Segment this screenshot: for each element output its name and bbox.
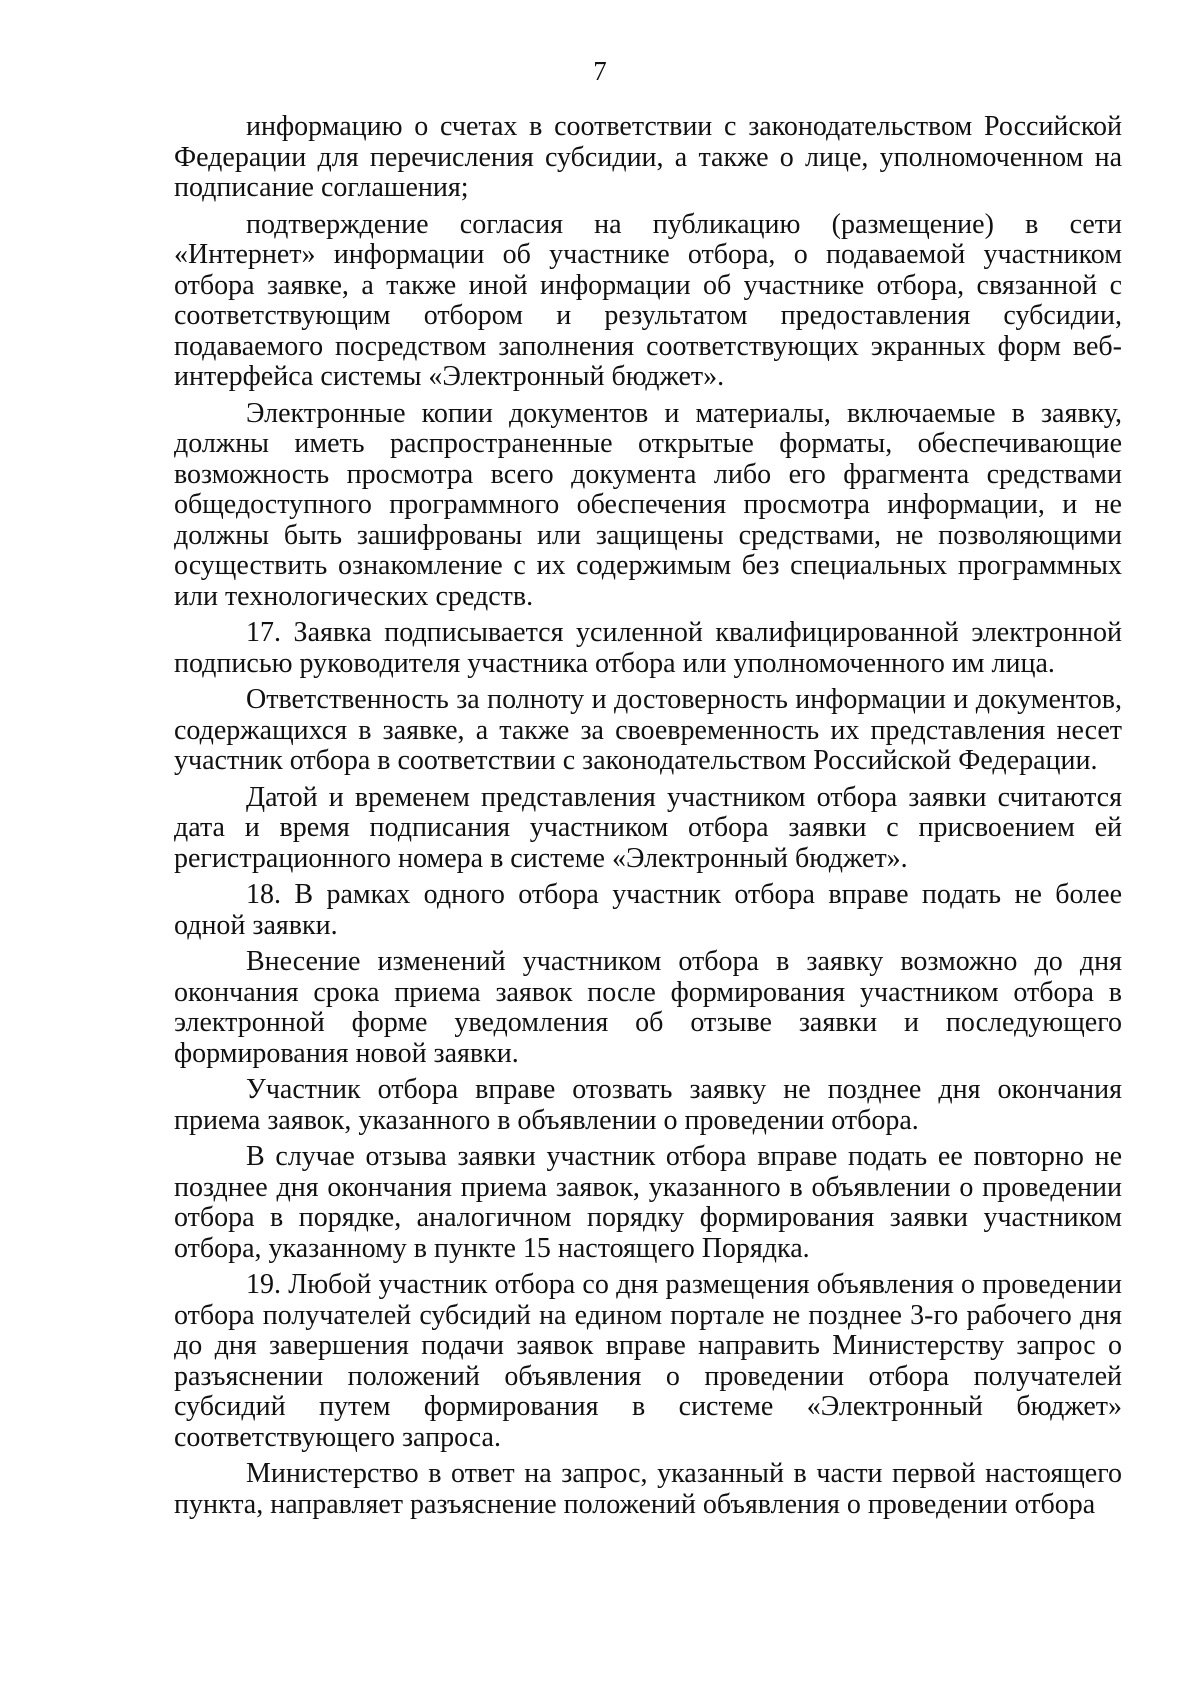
paragraph: Ответственность за полноту и достоверность информации и документов, содержащихся в заявке, а также за своевременность их представления несет участник отбора в соответствии с законодательством Российской Федерации.: [174, 684, 1122, 776]
page-number: 7: [593, 56, 607, 86]
paragraph: В случае отзыва заявки участник отбора вправе подать ее повторно не позднее дня окончания приема заявок, указанного в объявлении о проведении отбора в порядке, аналогичном порядку формирования заявки участником отбора, указанному в пункте 15 настоящего Порядка.: [174, 1141, 1122, 1264]
paragraph: Датой и временем представления участником отбора заявки считаются дата и время подписания участником отбора заявки с присвоением ей регистрационного номера в системе «Электронный бюджет».: [174, 781, 1122, 874]
paragraph: подтверждение согласия на публикацию (размещение) в сети «Интернет» информации об участнике отбора, о подаваемой участником отбора заявке, а также иной информации об участнике отбора, связанной с соответствующим отбором и результатом предоставления субсидии, подаваемого посредством заполнения соответствующих экранных форм веб-интерфейса системы «Электронный бюджет».: [174, 208, 1122, 392]
paragraph: 19. Любой участник отбора со дня размещения объявления о проведении отбора получателей субсидий на едином портале не позднее 3-го рабочего дня до дня завершения подачи заявок вправе направить Министерству запрос о разъяснении положений объявления о проведении отбора получателей субсидий путем формирования в системе «Электронный бюджет» соответствующего запроса.: [174, 1269, 1122, 1453]
paragraph: 18. В рамках одного отбора участник отбора вправе подать не более одной заявки.: [174, 879, 1122, 941]
paragraph: Внесение изменений участником отбора в заявку возможно до дня окончания срока приема заявок после формирования участником отбора в электронной форме уведомления об отзыве заявки и последующего формирования новой заявки.: [174, 946, 1122, 1069]
paragraph: 17. Заявка подписывается усиленной квалифицированной электронной подписью руководителя участника отбора или уполномоченного им лица.: [174, 617, 1122, 679]
document-body: [174, 112, 1122, 1520]
paragraph: Министерство в ответ на запрос, указанный в части первой настоящего пункта, направляет разъяснение положений объявления о проведении отбора: [174, 1458, 1122, 1520]
paragraph: Участник отбора вправе отозвать заявку не позднее дня окончания приема заявок, указанного в объявлении о проведении отбора.: [174, 1074, 1122, 1136]
paragraph: информацию о счетах в соответствии с законодательством Российской Федерации для перечисления субсидии, а также о лице, уполномоченном на подписание соглашения;: [174, 111, 1122, 203]
paragraph: Электронные копии документов и материалы, включаемые в заявку, должны иметь распространенные открытые форматы, обеспечивающие возможность просмотра всего документа либо его фрагмента средствами общедоступного программного обеспечения просмотра информации, и не должны быть зашифрованы или защищены средствами, не позволяющими осуществить ознакомление с их содержимым без специальных программных или технологических средств.: [174, 397, 1122, 612]
